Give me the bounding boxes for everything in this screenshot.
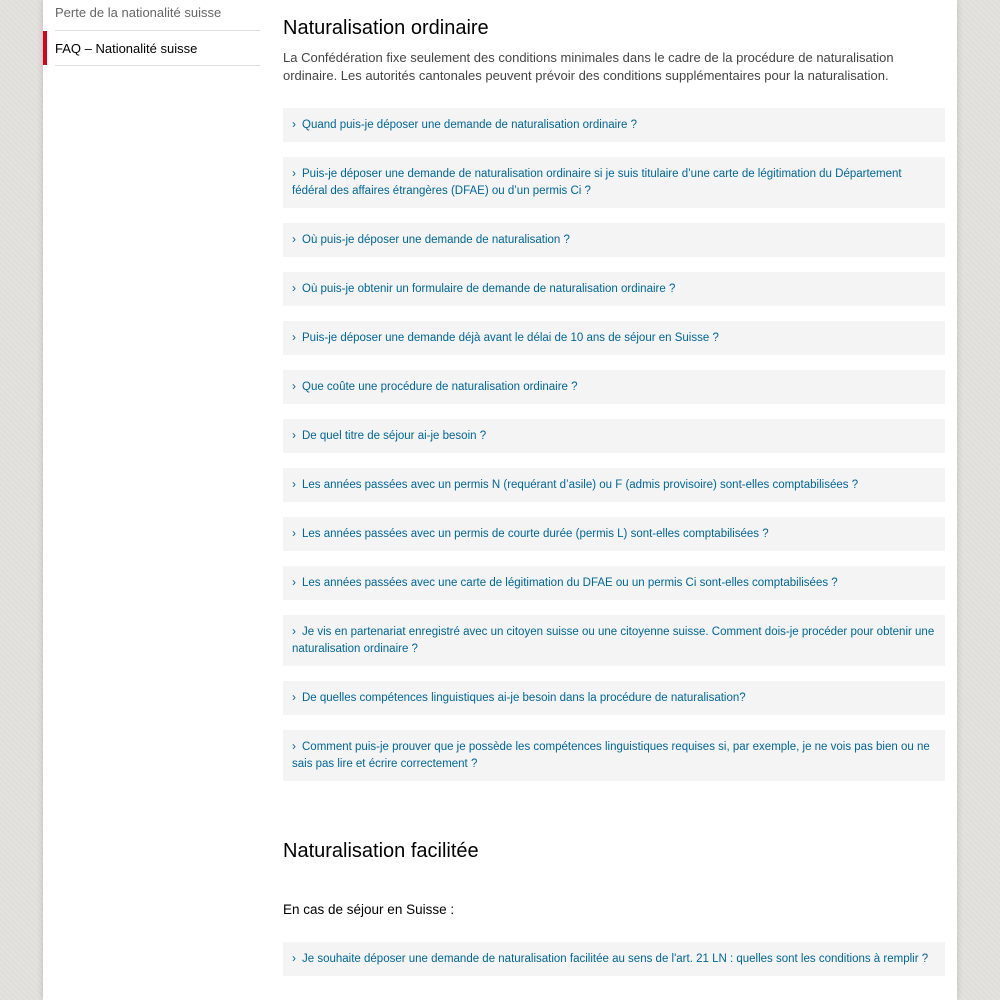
chevron-right-icon: › <box>292 739 296 753</box>
chevron-right-icon: › <box>292 379 296 393</box>
faq-question-item[interactable] <box>283 272 945 306</box>
chevron-right-icon: › <box>292 624 296 638</box>
chevron-right-icon: › <box>292 575 296 589</box>
faq-question-item[interactable] <box>283 730 945 781</box>
faq-question-label: De quel titre de séjour ai-je besoin ? <box>302 430 487 442</box>
faq-question-label: Quand puis-je déposer une demande de naturalisation ordinaire ? <box>302 119 638 131</box>
faq-question-label: Comment puis-je prouver que je possède les compétences linguistiques requises si, par exemple, je ne vois pas bien ou ne sais pas lire et écrire correctement ? <box>292 741 930 770</box>
section-title-facilitee: Naturalisation facilitée <box>283 840 479 862</box>
faq-question-label: Que coûte une procédure de naturalisation ordinaire ? <box>302 381 578 393</box>
page <box>43 0 957 1000</box>
chevron-right-icon: › <box>292 477 296 491</box>
faq-question-label: De quelles compétences linguistiques ai-je besoin dans la procédure de naturalisation? <box>302 692 746 704</box>
faq-question-item[interactable] <box>283 468 945 502</box>
sidebar-item-faq-nationalite[interactable]: FAQ – Nationalité suisse <box>55 31 260 66</box>
faq-question-item[interactable] <box>283 942 945 976</box>
chevron-right-icon: › <box>292 690 296 704</box>
faq-question-item[interactable] <box>283 419 945 453</box>
faq-question-item[interactable] <box>283 517 945 551</box>
faq-question-item[interactable] <box>283 370 945 404</box>
chevron-right-icon: › <box>292 281 296 295</box>
faq-question-item[interactable] <box>283 108 945 142</box>
faq-question-label: Puis-je déposer une demande de naturalisation ordinaire si je suis titulaire d’une carte de légitimation du Département fédéral des affaires étrangères (DFAE) ou d’un permis Ci ? <box>292 168 902 197</box>
faq-question-item[interactable] <box>283 615 945 666</box>
chevron-right-icon: › <box>292 330 296 344</box>
faq-question-label: Les années passées avec une carte de légitimation du DFAE ou un permis Ci sont-elles comptabilisées ? <box>302 577 838 589</box>
chevron-right-icon: › <box>292 951 296 965</box>
chevron-right-icon: › <box>292 526 296 540</box>
faq-question-item[interactable] <box>283 321 945 355</box>
faq-accordion-ordinaire <box>283 108 945 796</box>
faq-question-label: Où puis-je obtenir un formulaire de demande de naturalisation ordinaire ? <box>302 283 676 295</box>
chevron-right-icon: › <box>292 117 296 131</box>
faq-question-item[interactable] <box>283 157 945 208</box>
faq-question-label: Puis-je déposer une demande déjà avant le délai de 10 ans de séjour en Suisse ? <box>302 332 719 344</box>
faq-question-label: Les années passées avec un permis N (requérant d’asile) ou F (admis provisoire) sont-elles comptabilisées ? <box>302 479 859 491</box>
chevron-right-icon: › <box>292 428 296 442</box>
faq-question-label: Je vis en partenariat enregistré avec un citoyen suisse ou une citoyenne suisse. Comment dois-je procéder pour obtenir une naturalisation ordinaire ? <box>292 626 935 655</box>
faq-question-item[interactable] <box>283 223 945 257</box>
faq-accordion-facilitee <box>283 942 945 991</box>
chevron-right-icon: › <box>292 166 296 180</box>
faq-question-label: Je souhaite déposer une demande de naturalisation facilitée au sens de l'art. 21 LN : quelles sont les conditions à remplir ? <box>302 953 929 965</box>
chevron-right-icon: › <box>292 232 296 246</box>
subheading-sejour-suisse: En cas de séjour en Suisse : <box>283 902 455 917</box>
intro-paragraph: La Confédération fixe seulement des conditions minimales dans le cadre de la procédure de naturalisation ordinaire. Les autorités cantonales peuvent prévoir des conditions supplémentaires pour la naturalisation. <box>283 50 894 83</box>
faq-question-item[interactable] <box>283 566 945 600</box>
faq-question-label: Où puis-je déposer une demande de naturalisation ? <box>302 234 570 246</box>
sidebar-nav <box>43 0 260 66</box>
sidebar-item-perte-nationalite[interactable]: Perte de la nationalité suisse <box>55 0 260 31</box>
faq-question-item[interactable] <box>283 681 945 715</box>
section-title-ordinaire: Naturalisation ordinaire <box>283 17 489 39</box>
faq-question-label: Les années passées avec un permis de courte durée (permis L) sont-elles comptabilisées ? <box>302 528 769 540</box>
